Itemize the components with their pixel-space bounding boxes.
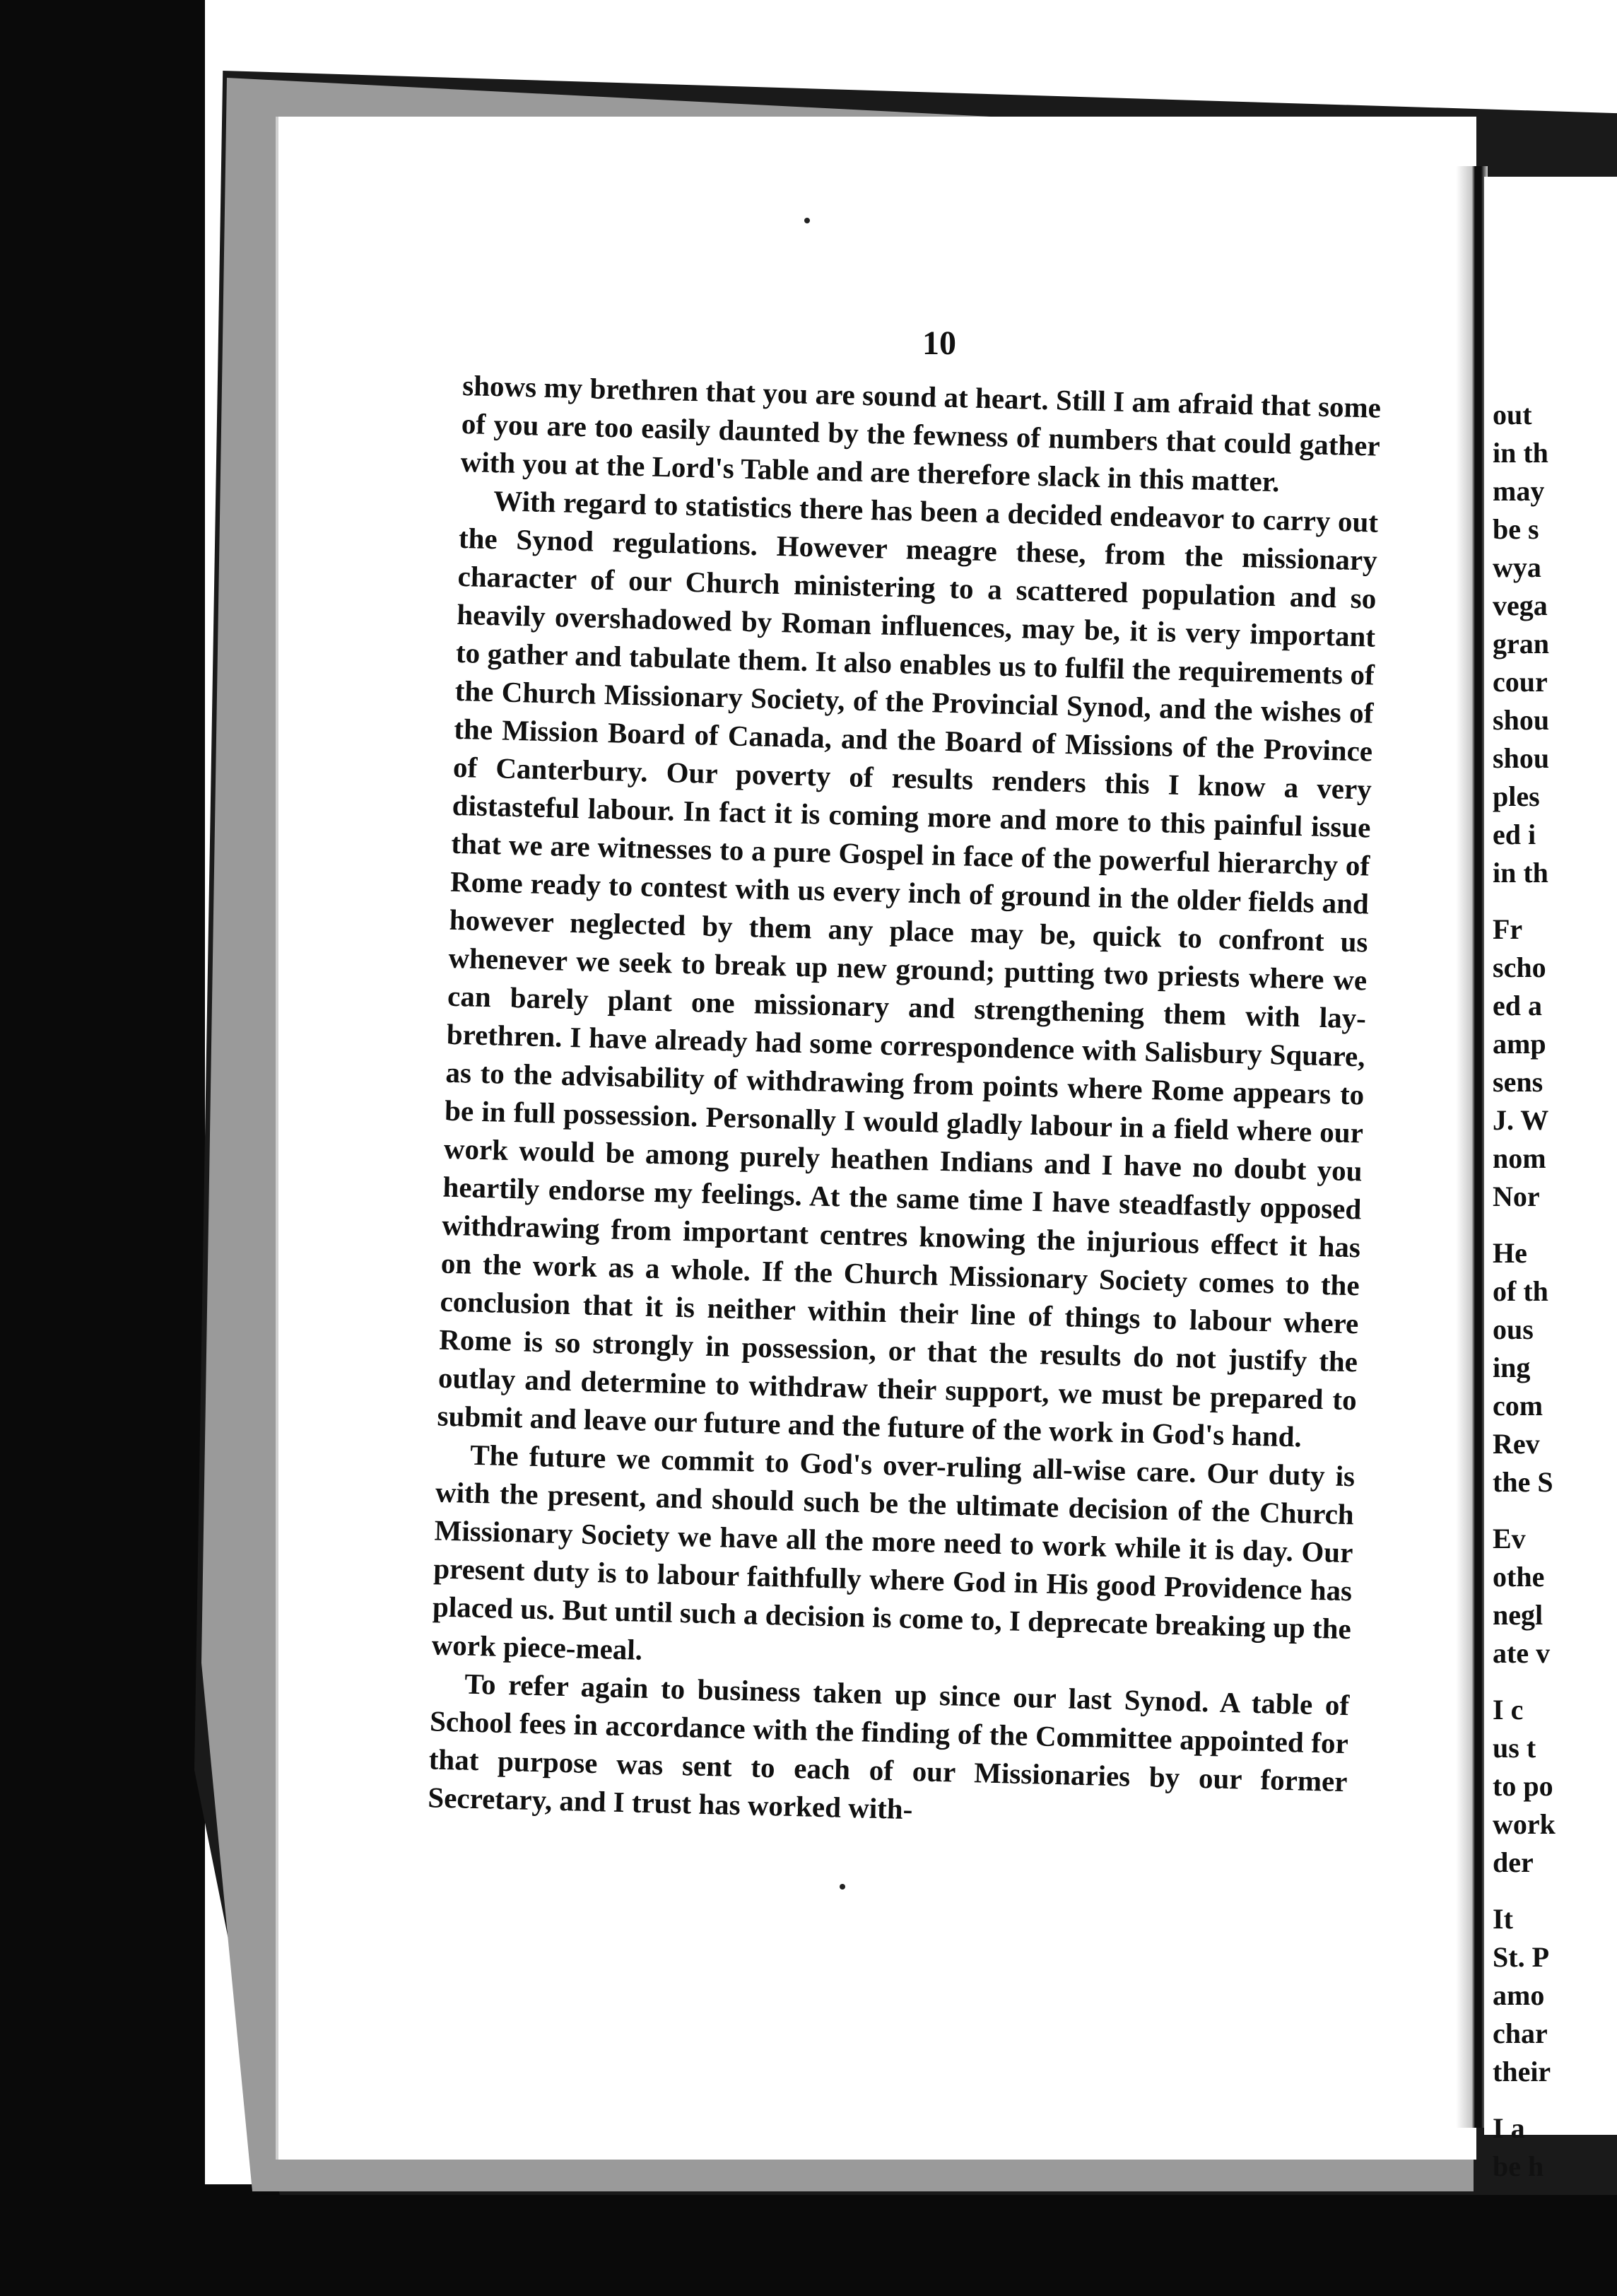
paragraph-gap [1493, 892, 1613, 910]
paragraph-gap [1493, 1501, 1613, 1520]
paragraph: To refer again to business taken up since our last Synod. A table of School fees in accordance with the finding of the Committee appointed for that purpose was sent to each of our Missionaries by our former Secretary, and I trust has worked with- [427, 1667, 1350, 1826]
right-page-line: amp [1493, 1028, 1546, 1060]
right-page-text [1493, 396, 1613, 2186]
right-page-line: com [1493, 1390, 1544, 1422]
right-page-line: ples [1493, 780, 1540, 812]
right-page-line: ing [1493, 1352, 1531, 1383]
right-page-line: He [1493, 1237, 1527, 1269]
right-page-line: Fr [1493, 913, 1523, 945]
right-page-line: the S [1493, 1466, 1553, 1498]
paragraph-gap [1493, 1216, 1613, 1234]
right-page-line: wya [1493, 551, 1541, 583]
right-page-line: us t [1493, 1732, 1536, 1764]
paragraph: With regard to statistics there has been a decided endeavor to carry out the Synod regulations. However meagre these, from the missionary character of our Church ministering to a scattered population and so heavily overshadowed by Roman influences, may be, it is very important to gather and tabulate them. It also enables us to fulfil the requirements of the Church Missionary Society, of the Provincial Synod, and the wishes of the Mission Board of Canada, and the Board of Missions of the Province of Canterbury. Our poverty of results renders this I know a very distasteful labour. In fact it is coming more and more to this painful issue that we are witnesses to a pure Gospel in face of the powerful hierarchy of Rome ready to contest with us every inch of ground in the older fields and however neglected by them any place may be, quick to confront us whenever we seek to break up new ground; putting two priests where we can barely plant one missionary and strengthening them with lay-brethren. I have already had some correspondence with Salisbury Square, as to the advisability of withdrawing from points where Rome appears to be in full possession. Personally I would gladly labour in a field where our work would be among purely heathen Indians and I have no doubt you heartily endorse my feelings. At the same time I have steadfastly opposed withdrawing from important centres knowing the injurious effect it has on the work as a whole. If the Church Missionary Society comes to the conclusion that it is neither within their line of things to labour where Rome is so strongly in possession, or that the results do not justify the outlay and determine to withdraw their support, we must be prepared to submit and leave our future and the future of the work in God's hand. [437, 484, 1379, 1453]
right-page-line: shou [1493, 704, 1550, 736]
right-page-line: may [1493, 475, 1545, 507]
right-page-line: It [1493, 1903, 1513, 1935]
scanner-shadow-left [0, 0, 205, 2296]
right-page-line: ate v [1493, 1637, 1551, 1669]
right-page-line: I a [1493, 2112, 1525, 2144]
right-page-line: I c [1493, 1694, 1524, 1726]
right-page-line: der [1493, 1846, 1534, 1878]
right-page-line: be s [1493, 513, 1539, 545]
right-page-line: scho [1493, 951, 1546, 983]
right-page-line: in th [1493, 857, 1548, 889]
right-page-line: ous [1493, 1313, 1534, 1345]
right-page-line: shou [1493, 742, 1550, 774]
paragraph-gap [1493, 2091, 1613, 2109]
body-text [428, 366, 1382, 1839]
right-page-line: nom [1493, 1142, 1546, 1174]
ink-speck [840, 1884, 845, 1890]
right-page-line: be h [1493, 2150, 1544, 2182]
right-page-line: amo [1493, 1979, 1545, 2011]
right-page-line: vega [1493, 590, 1548, 621]
right-page-line: Nor [1493, 1181, 1540, 1212]
right-page-line: out [1493, 399, 1532, 430]
right-page-line: gran [1493, 628, 1549, 660]
right-page-line: sens [1493, 1066, 1544, 1098]
right-page-line: Ev [1493, 1523, 1526, 1554]
right-page-line: of th [1493, 1275, 1548, 1307]
right-page-line: ed a [1493, 990, 1542, 1021]
paragraph-gap [1493, 1673, 1613, 1691]
page-number: 10 [922, 324, 956, 362]
right-page-line: char [1493, 2017, 1548, 2049]
right-page-line: to po [1493, 1770, 1553, 1802]
right-page-line: St. P [1493, 1941, 1549, 1973]
paragraph: shows my brethren that you are sound at heart. Still I am afraid that some of you are too easily daunted by the fewness of numbers that could gather with you at the Lord's Table and are therefore slack in this matter. [460, 368, 1382, 498]
ink-speck [804, 218, 810, 223]
right-page-line: work [1493, 1808, 1556, 1840]
paragraph-gap [1493, 1882, 1613, 1900]
paragraph: The future we commit to God's over-ruling all-wise care. Our duty is with the present, and should such be the ultimate decision of the Church Missionary Society we have all the more need to work while it is day. Our present duty is to labour faithfully where God in His good Providence has placed us. But until such a decision is come to, I deprecate breaking up the work piece-meal. [431, 1438, 1356, 1666]
right-page-line: cour [1493, 666, 1548, 698]
right-page-line: their [1493, 2056, 1551, 2087]
book-gutter [1456, 166, 1488, 2128]
right-page-line: negl [1493, 1599, 1544, 1631]
right-page-line: J. W [1493, 1104, 1549, 1136]
scanner-shadow-bottom [0, 2184, 1617, 2296]
right-page-line: ed i [1493, 819, 1536, 850]
right-page-line: Rev [1493, 1428, 1540, 1460]
right-page-line: othe [1493, 1561, 1545, 1593]
right-page-line: in th [1493, 437, 1548, 469]
